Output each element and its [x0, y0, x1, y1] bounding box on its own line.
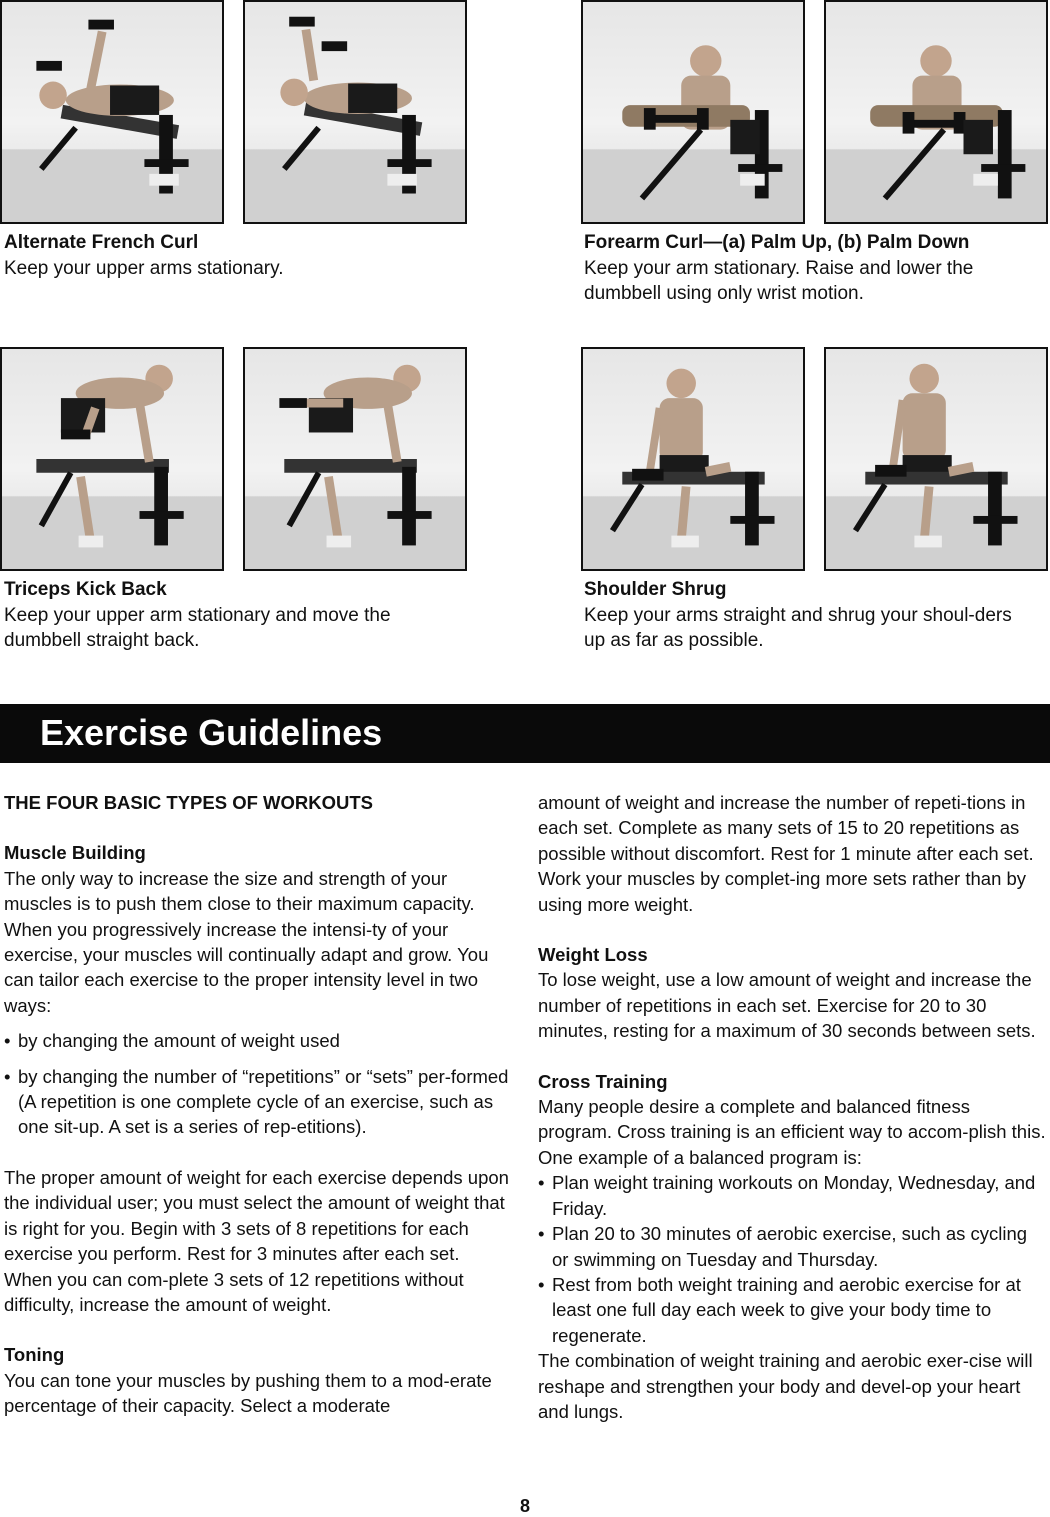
caption-triceps-kickback — [4, 577, 444, 654]
cross-training-bullet-text: Rest from both weight training and aerobic exercise for at least one full day each week to give your body time to regenerate. — [552, 1273, 1021, 1346]
photo-forearm-curl-b — [824, 0, 1048, 224]
caption-french-curl-title: Alternate French Curl — [4, 232, 199, 253]
photo-french-curl-b — [243, 0, 467, 224]
caption-shoulder-shrug-desc: Keep your arms straight and shrug your shoul-ders up as far as possible. — [584, 604, 1012, 651]
caption-triceps-kickback-title: Triceps Kick Back — [4, 579, 167, 600]
photo-french-curl-a — [0, 0, 224, 224]
toning-title: Toning — [4, 1344, 65, 1366]
cross-training-bullet — [538, 1170, 1046, 1221]
weight-loss-body: To lose weight, use a low amount of weight and increase the number of repetitions in each set. Exercise for 20 to 30 minutes, resting for a maximum of 30 seconds between sets. — [538, 969, 1036, 1042]
caption-french-curl-desc: Keep your upper arms stationary. — [4, 257, 284, 279]
caption-shoulder-shrug-title: Shoulder Shrug — [584, 579, 727, 600]
photo-triceps-kickback-b — [243, 347, 467, 571]
toning-body-left: You can tone your muscles by pushing them to a mod-erate percentage of their capacity. Select a moderate — [4, 1369, 492, 1417]
banner-title: Exercise Guidelines — [40, 712, 383, 753]
caption-shoulder-shrug — [584, 577, 1024, 654]
photo-shoulder-shrug-a — [581, 347, 805, 571]
caption-triceps-kickback-desc: Keep your upper arm stationary and move the dumbbell straight back. — [4, 604, 391, 651]
caption-forearm-curl-title: Forearm Curl—(a) Palm Up, (b) Palm Down — [584, 232, 970, 253]
cross-training-intro: Many people desire a complete and balanced fitness program. Cross training is an efficient way to accom-plish this. One example of a balanced program is: — [538, 1096, 1046, 1168]
weight-loss-title: Weight Loss — [538, 944, 648, 966]
toning-body-right: amount of weight and increase the number of repeti-tions in each set. Complete as many sets of 15 to 20 repetitions as possible without discomfort. Rest for 1 minute after each set. Work your muscles by complet-ing more sets rather than by using more weight. — [538, 792, 1034, 915]
section-banner — [0, 704, 1050, 763]
cross-training-bullet-text: Plan weight training workouts on Monday, Wednesday, and Friday. — [552, 1172, 1036, 1219]
caption-french-curl — [4, 230, 524, 281]
caption-forearm-curl — [584, 230, 1024, 307]
bullet-dot: • — [4, 1065, 11, 1087]
bullet-dot: • — [538, 1172, 545, 1194]
workouts-heading: THE FOUR BASIC TYPES OF WORKOUTS — [4, 792, 373, 813]
page-number: 8 — [519, 1496, 530, 1516]
muscle-building-bullet — [4, 1064, 509, 1140]
muscle-building-bullet-text: by changing the amount of weight used — [18, 1030, 340, 1052]
caption-forearm-curl-desc: Keep your arm stationary. Raise and lower the dumbbell using only wrist motion. — [584, 257, 974, 304]
cross-training-bullet — [538, 1221, 1046, 1272]
muscle-building-body: The proper amount of weight for each exercise depends upon the individual user; you must select the amount of weight that is right for you. Begin with 3 sets of 8 repetitions for each exercise you perform. Rest for 3 minutes after each set. When you can com-plete 3 sets of 12 repetitions without difficulty, increase the amount of weight. — [4, 1166, 509, 1315]
photo-forearm-curl-a — [581, 0, 805, 224]
muscle-building-title: Muscle Building — [4, 842, 146, 864]
cross-training-outro: The combination of weight training and aerobic exer-cise will reshape and strengthen your body and devel-op your heart and lungs. — [538, 1350, 1033, 1422]
muscle-building-bullet — [4, 1028, 509, 1053]
muscle-building-bullet-text: by changing the number of “repetitions” or “sets” per-formed (A repetition is one complete cycle of an exercise, such as one sit-up. A set is a series of rep-etitions). — [18, 1065, 509, 1138]
guidelines-left-column — [4, 790, 509, 1419]
photo-triceps-kickback-a — [0, 347, 224, 571]
cross-training-bullet-text: Plan 20 to 30 minutes of aerobic exercise, such as cycling or swimming on Tuesday and Thursday. — [552, 1223, 1028, 1270]
photo-shoulder-shrug-b — [824, 347, 1048, 571]
bullet-dot: • — [538, 1223, 545, 1245]
guidelines-right-column — [538, 790, 1046, 1424]
cross-training-title: Cross Training — [538, 1070, 668, 1092]
bullet-dot: • — [538, 1273, 545, 1295]
bullet-dot: • — [4, 1030, 11, 1052]
cross-training-bullet — [538, 1272, 1046, 1348]
muscle-building-intro: The only way to increase the size and strength of your muscles is to push them close to their maximum capacity. When you progressively increase the intensi-ty of your exercise, your muscles will continually adapt and grow. You can tailor each exercise to the proper intensity level in two ways: — [4, 867, 489, 1016]
